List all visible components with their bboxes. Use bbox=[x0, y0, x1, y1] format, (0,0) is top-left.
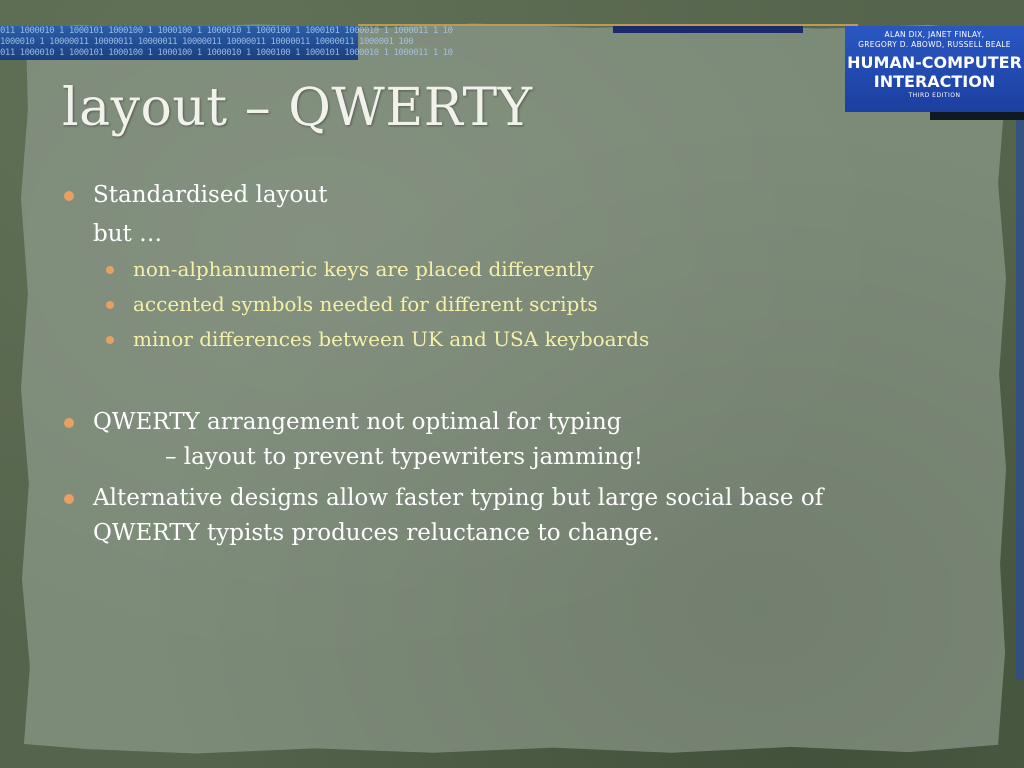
book-title-line: INTERACTION bbox=[873, 72, 996, 91]
top-dark-bar bbox=[613, 26, 803, 33]
bullet-item bbox=[62, 405, 922, 475]
book-authors bbox=[845, 30, 1024, 50]
slide-title: layout – QWERTY bbox=[62, 78, 533, 138]
binary-banner bbox=[0, 26, 453, 60]
binary-row: 011 1000010 1 1000101 1000100 1 1000100 1 1000010 1 1000100 1 1000101 1000010 1 1000011 1 10 bbox=[0, 26, 453, 36]
book-authors-line: GREGORY D. ABOWD, RUSSELL BEALE bbox=[858, 40, 1011, 49]
sub-bullet-item: minor differences between UK and USA keyboards bbox=[62, 322, 922, 357]
book-cover-logo bbox=[845, 26, 1024, 112]
book-title-line: HUMAN-COMPUTER bbox=[847, 53, 1022, 72]
sub-bullet-item: non-alphanumeric keys are placed differently bbox=[62, 252, 922, 287]
bullet-item: Standardised layout bbox=[62, 178, 922, 213]
sub-bullet-item: accented symbols needed for different scripts bbox=[62, 287, 922, 322]
book-authors-line: ALAN DIX, JANET FINLAY, bbox=[884, 30, 985, 39]
book-shadow bbox=[930, 112, 1024, 120]
bullet-text: QWERTY arrangement not optimal for typing bbox=[93, 409, 622, 435]
bullet-continuation: but … bbox=[93, 221, 163, 247]
binary-row: 1000010 1 10000011 10000011 10000011 10000011 10000011 10000011 10000011 1000001 100 bbox=[0, 37, 414, 47]
bullet-item bbox=[62, 481, 922, 551]
bullet-text: QWERTY typists produces reluctance to change. bbox=[93, 520, 660, 546]
bullet-text: Alternative designs allow faster typing but large social base of bbox=[93, 485, 824, 511]
book-title bbox=[845, 53, 1024, 91]
binary-row: 011 1000010 1 1000101 1000100 1 1000100 1 1000010 1 1000100 1 1000101 1000010 1 1000011 1 10 bbox=[0, 48, 453, 58]
slide-content bbox=[62, 178, 922, 551]
bullet-continuation: – layout to prevent typewriters jamming! bbox=[165, 444, 643, 470]
right-blue-edge bbox=[1016, 120, 1024, 680]
book-edition: THIRD EDITION bbox=[908, 92, 961, 99]
